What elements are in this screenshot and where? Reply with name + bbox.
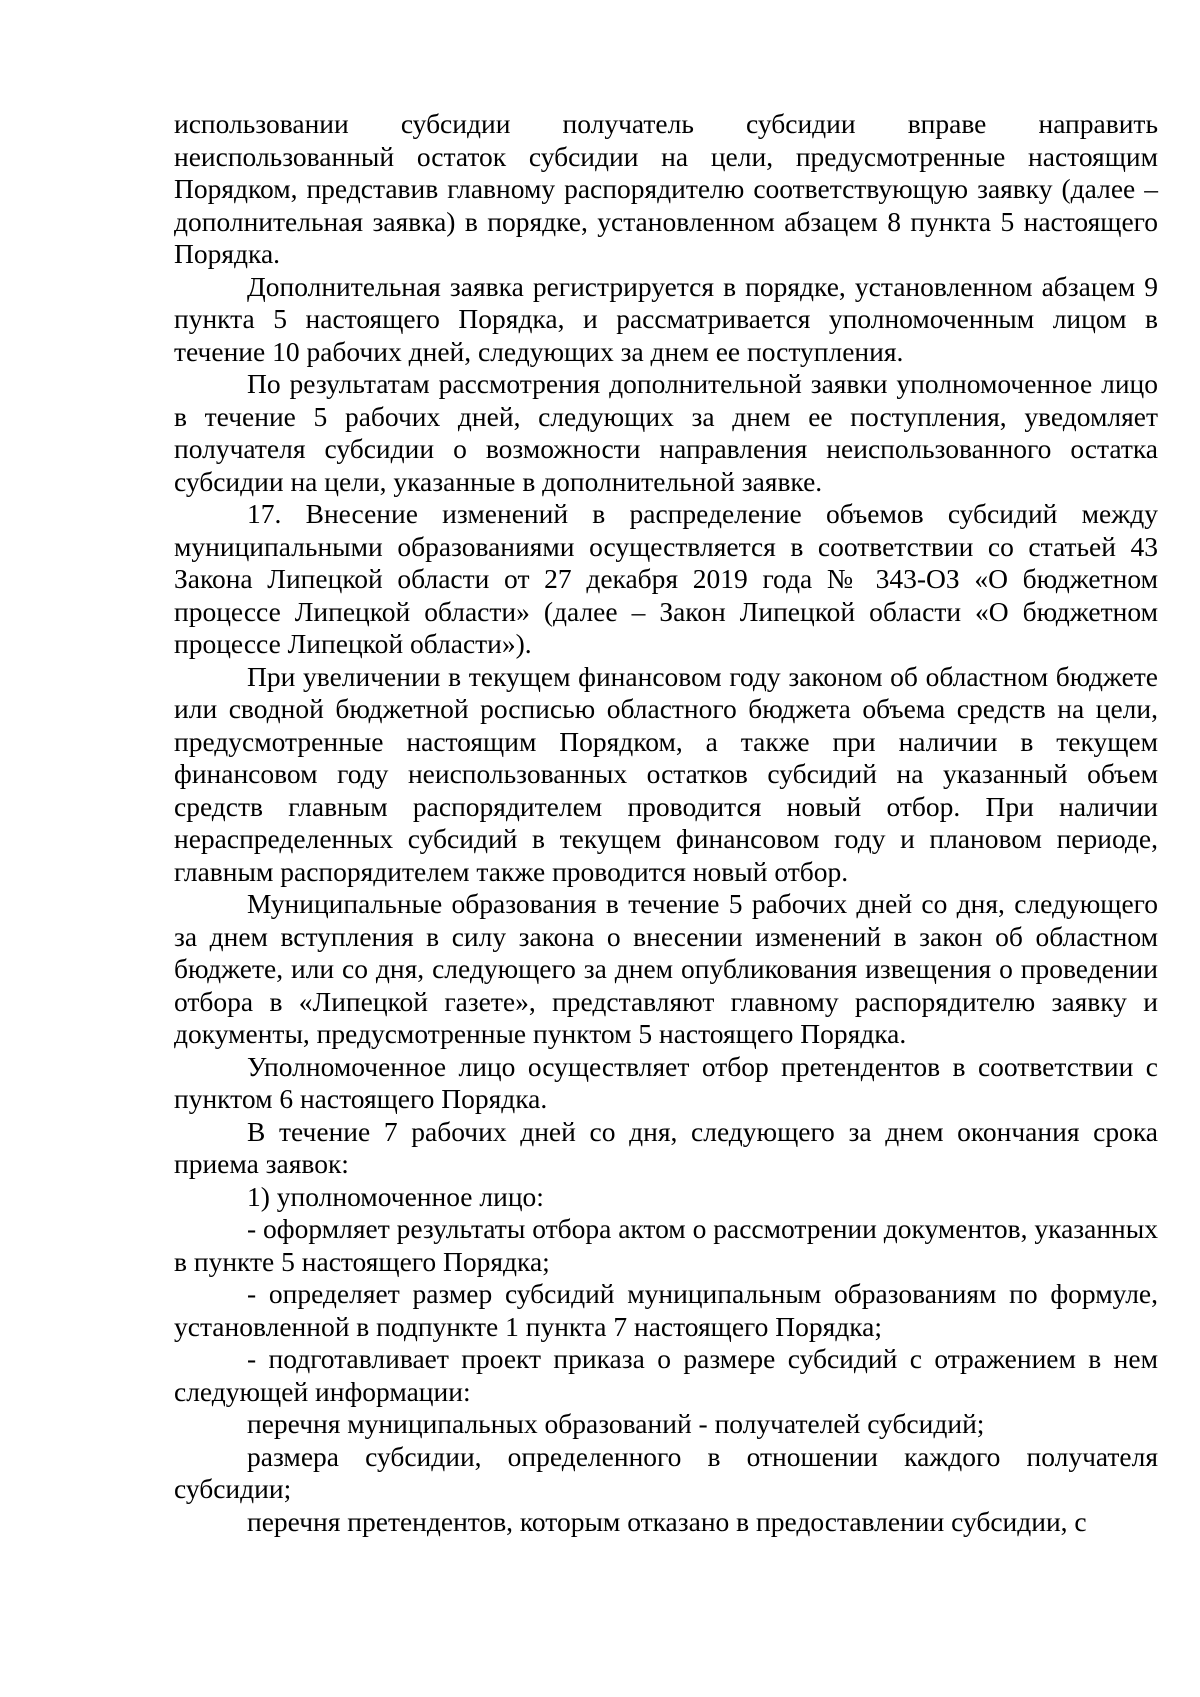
paragraph-7-days: В течение 7 рабочих дней со дня, следующего за днем окончания срока приема заявок: <box>174 1115 1158 1179</box>
paragraph-budget-increase: При увеличении в текущем финансовом году законом об областном бюджете или сводной бюджетной росписью областного бюджета объема средств на цели, предусмотренные настоящим Порядком, а также при наличии в текущем финансовом году неиспользованных остатков субсидий на указанный объем средств главным распорядителем проводится новый отбор. При наличии нераспределенных субсидий в текущем финансовом году и плановом периоде, главным распорядителем также проводится новый отбор. <box>174 660 1158 887</box>
paragraph-municipalities: Муниципальные образования в течение 5 рабочих дней со дня, следующего за днем вступления в силу закона о внесении изменений в закон об областном бюджете, или со дня, следующего за днем опубликования извещения о проведении отбора в «Липецкой газете», представляют главному распорядителю заявку и документы, предусмотренные пунктом 5 настоящего Порядка. <box>174 888 1158 1049</box>
paragraph-selection: Уполномоченное лицо осуществляет отбор претендентов в соответствии с пунктом 6 настоящего Порядка. <box>174 1050 1158 1114</box>
document-page <box>174 108 1158 1538</box>
paragraph-dash-order: - подготавливает проект приказа о размере субсидий с отражением в нем следующей информации: <box>174 1343 1158 1407</box>
paragraph-dash-act: - оформляет результаты отбора актом о рассмотрении документов, указанных в пункте 5 настоящего Порядка; <box>174 1213 1158 1277</box>
paragraph-dash-formula: - определяет размер субсидий муниципальным образованиям по формуле, установленной в подпункте 1 пункта 7 настоящего Порядка; <box>174 1278 1158 1342</box>
paragraph-rejected-applicants: перечня претендентов, которым отказано в предоставлении субсидии, с <box>247 1505 1087 1537</box>
paragraph-subitem-1: 1) уполномоченное лицо: <box>247 1180 544 1212</box>
paragraph-additional-application: Дополнительная заявка регистрируется в порядке, установленном абзацем 9 пункта 5 настоящего Порядка, и рассматривается уполномоченным лицом в течение 10 рабочих дней, следующих за днем ее поступления. <box>174 270 1158 367</box>
paragraph-review-results: По результатам рассмотрения дополнительной заявки уполномоченное лицо в течение 5 рабочих дней, следующих за днем ее поступления, уведомляет получателя субсидии о возможности направления неиспользованного остатка субсидии на цели, указанные в дополнительной заявке. <box>174 368 1158 497</box>
paragraph-item-17: 17. Внесение изменений в распределение объемов субсидий между муниципальными образованиями осуществляется в соответствии со статьей 43 Закона Липецкой области от 27 декабря 2019 года № 343-ОЗ «О бюджетном процессе Липецкой области» (далее – Закон Липецкой области «О бюджетном процессе Липецкой области»). <box>174 498 1158 659</box>
paragraph-list-municipalities: перечня муниципальных образований - получателей субсидий; <box>247 1408 985 1439</box>
paragraph-subsidy-size: размера субсидии, определенного в отношении каждого получателя субсидии; <box>174 1440 1158 1504</box>
paragraph-continuation: использовании субсидии получатель субсидии вправе направить неиспользованный остаток субсидии на цели, предусмотренные настоящим Порядком, представив главному распорядителю соответствующую заявку (далее – дополнительная заявка) в порядке, установленном абзацем 8 пункта 5 настоящего Порядка. <box>174 108 1158 269</box>
